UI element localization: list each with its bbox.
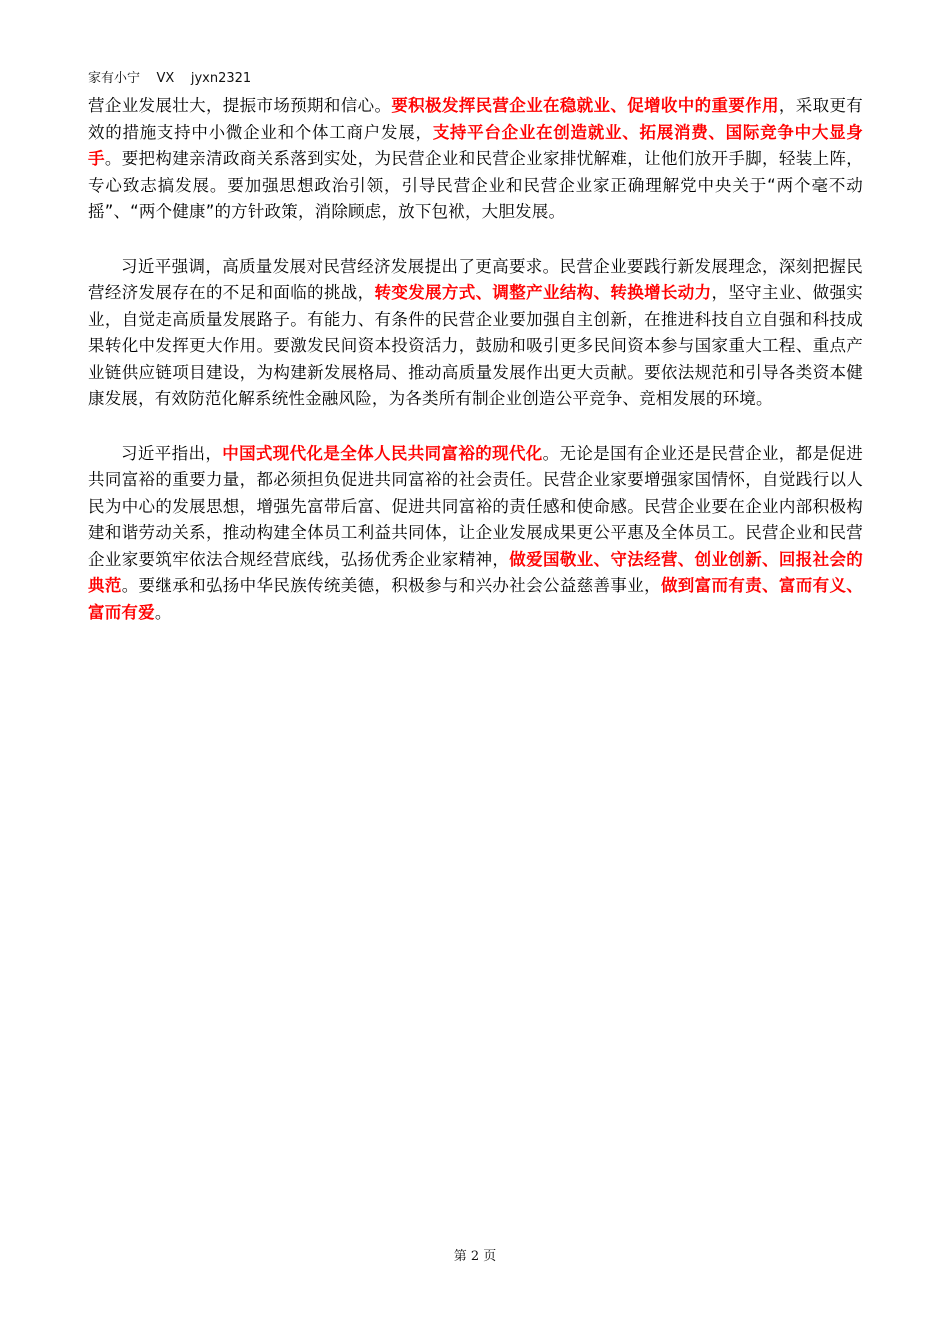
text-segment: 。 — [154, 602, 172, 622]
highlighted-text: 做爱国敬业、守法经营、创业创新、回报社会的典范 — [88, 549, 864, 595]
highlighted-text: 转变发展方式、调整产业结构、转换增长动力 — [374, 283, 712, 302]
text-segment: 。要继承和弘扬中华民族传统美德，积极参与和兴办社会公益慈善事业， — [121, 576, 661, 595]
text-segment: ，坚守主业、做强实业，自觉走高质量发展路子。有能力、有条件的民营企业要加强自主创新，在推进科技自立自强和科技成果转化中发挥更大作用。要激发民间资本投资活力，鼓励和吸引更多民间资本参与国家重大工程、重点产业链供应链项目建设，为构建新发展格局、推动高质量发展作出更大贡献。要依法规范和引导各类资本健康发展，有效防范化解系统性金融风险，为各类所有制企业创造公平竞争、竞相发展的环境。 — [88, 283, 863, 408]
highlighted-text: 要积极发挥民营企业在稳就业、促增收中的重要作用 — [391, 96, 779, 115]
text-segment: 。无论是国有企业还是民营企业，都是促进共同富裕的重要力量，都必须担负促进共同富裕的社会责任。民营企业家要增强家国情怀，自觉践行以人民为中心的发展思想，增强先富带后富、促进共同富裕的责任感和使命感。民营企业要在企业内部积极构建和谐劳动关系，推动构建全体员工利益共同体，让企业发展成果更公平惠及全体员工。民营企业和民营企业家要筑牢依法合规经营底线，弘扬优秀企业家精神， — [88, 443, 863, 569]
text-segment: 。要把构建亲清政商关系落到实处，为民营企业和民营企业家排忧解难，让他们放开手脚，轻装上阵，专心致志搞发展。要加强思想政治引领，引导民营企业和民营企业家正确理解党中央关于“两个毫不动摇”、“两个健康”的方针政策，消除顾虑，放下包袱，大胆发展。 — [88, 149, 864, 221]
highlighted-text: 支持平台企业在创造就业、拓展消费、国际竞争中大显身手 — [88, 122, 864, 168]
text-segment: 习近平指出， — [121, 443, 223, 463]
highlighted-text: 中国式现代化是全体人民共同富裕的现代化 — [222, 443, 543, 463]
paragraph-2 — [88, 254, 863, 413]
document-body — [88, 93, 863, 654]
text-segment: 习近平强调，高质量发展对民营经济发展提出了更高要求。民营企业要践行新发展理念，深刻把握民营经济发展存在的不足和面临的挑战， — [88, 256, 863, 302]
paragraph-3 — [88, 441, 863, 627]
page-number: 第 2 页 — [453, 1249, 497, 1264]
paragraph-1 — [88, 93, 863, 226]
text-segment: ，采取更有效的措施支持中小微企业和个体工商户发展， — [88, 96, 863, 142]
text-segment: 营企业发展壮大，提振市场预期和信心。 — [88, 96, 392, 115]
page-header: 家有小宁 VX jyxn2321 — [88, 71, 252, 86]
highlighted-text: 做到富而有责、富而有义、富而有爱 — [88, 576, 863, 622]
